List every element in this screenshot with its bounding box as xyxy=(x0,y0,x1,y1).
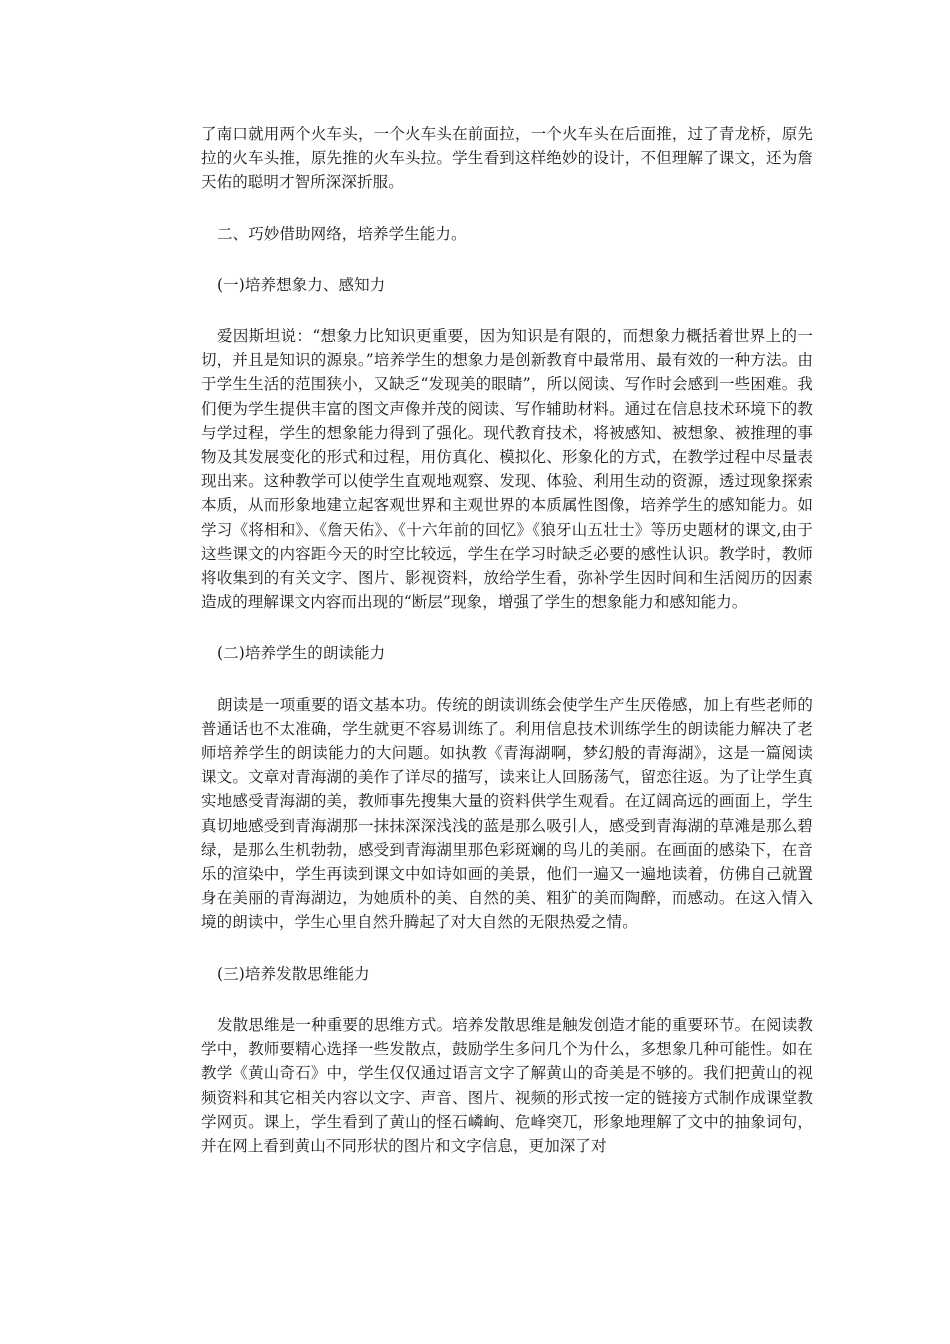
paragraph-imagination: 爱因斯坦说：“想象力比知识更重要，因为知识是有限的，而想象力概括着世界上的一切，并且是知识的源泉。”培养学生的想象力是创新教育中最常用、最有效的一种方法。由于学生生活的范围狭小，又缺乏“发现美的眼睛”，所以阅读、写作时会感到一些困难。我们便为学生提供丰富的图文声像并茂的阅读、写作辅助材料。通过在信息技术环境下的教与学过程，学生的想象能力得到了强化。现代教育技术，将被感知、被想象、被推理的事物及其发展变化的形式和过程，用仿真化、模拟化、形象化的方式，在教学过程中尽量表现出来。这种教学可以使学生直观地观察、发现、体验、利用生动的资源，透过现象探索本质，从而形象地建立起客观世界和主观世界的本质属性图像，培养学生的感知能力。如学习《将相和》、《詹天佑》、《十六年前的回忆》《狼牙山五壮士》等历史题材的课文,由于这些课文的内容距今天的时空比较远，学生在学习时缺乏必要的感性认识。教学时，教师将收集到的有关文字、图片、影视资料，放给学生看，弥补学生因时间和生活阅历的因素造成的理解课文内容而出现的“断层”现象，增强了学生的想象能力和感知能力。 xyxy=(201,327,813,612)
subheading-reading: (二)培养学生的朗读能力 xyxy=(217,644,386,663)
paragraph-gap xyxy=(201,666,813,693)
subheading-divergent-thinking: (三)培养发散思维能力 xyxy=(217,964,370,983)
document-body xyxy=(201,122,813,1158)
section-heading-2: 二、巧妙借助网络，培养学生能力。 xyxy=(217,224,467,243)
paragraph-reading: 朗读是一项重要的语文基本功。传统的朗读训练会使学生产生厌倦感，加上有些老师的普通话也不太准确，学生就更不容易训练了。利用信息技术训练学生的朗读能力解决了老师培养学生的朗读能力的大问题。如执教《青海湖啊，梦幻般的青海湖》，这是一篇阅读课文。文章对青海湖的美作了详尽的描写，读来让人回肠荡气，留恋往返。为了让学生真实地感受青海湖的美，教师事先搜集大量的资料供学生观看。在辽阔高远的画面上，学生真切地感受到青海湖那一抹抹深深浅浅的蓝是那么吸引人，感受到青海湖的草滩是那么碧绿，是那么生机勃勃，感受到青海湖里那色彩斑斓的鸟儿的美丽。在画面的感染下，在音乐的渲染中，学生再读到课文中如诗如画的美景，他们一遍又一遍地读着，仿佛自己就置身在美丽的青海湖边，为她质朴的美、自然的美、粗犷的美而陶醉，而感动。在这入情入境的朗读中，学生心里自然升腾起了对大自然的无限热爱之情。 xyxy=(201,695,813,932)
paragraph-gap xyxy=(201,986,813,1013)
paragraph-gap xyxy=(201,246,813,273)
paragraph-gap xyxy=(201,935,813,962)
paragraph-gap xyxy=(201,614,813,641)
paragraph-gap xyxy=(201,297,813,324)
paragraph-gap xyxy=(201,195,813,222)
subheading-imagination: (一)培养想象力、感知力 xyxy=(217,275,386,294)
paragraph-divergent-thinking: 发散思维是一种重要的思维方式。培养发散思维是触发创造才能的重要环节。在阅读教学中，教师要精心选择一些发散点，鼓励学生多问几个为什么，多想象几种可能性。如在教学《黄山奇石》中，学生仅仅通过语言文字了解黄山的奇美是不够的。我们把黄山的视频资料和其它相关内容以文字、声音、图片、视频的形式按一定的链接方式制作成课堂教学网页。课上，学生看到了黄山的怪石嶙峋、危峰突兀，形象地理解了文中的抽象词句，并在网上看到黄山不同形状的图片和文字信息，更加深了对 xyxy=(201,1015,813,1155)
paragraph-continuation: 了南口就用两个火车头，一个火车头在前面拉，一个火车头在后面推，过了青龙桥，原先拉的火车头推，原先推的火车头拉。学生看到这样绝妙的设计，不但理解了课文，还为詹天佑的聪明才智所深深折服。 xyxy=(201,125,813,192)
